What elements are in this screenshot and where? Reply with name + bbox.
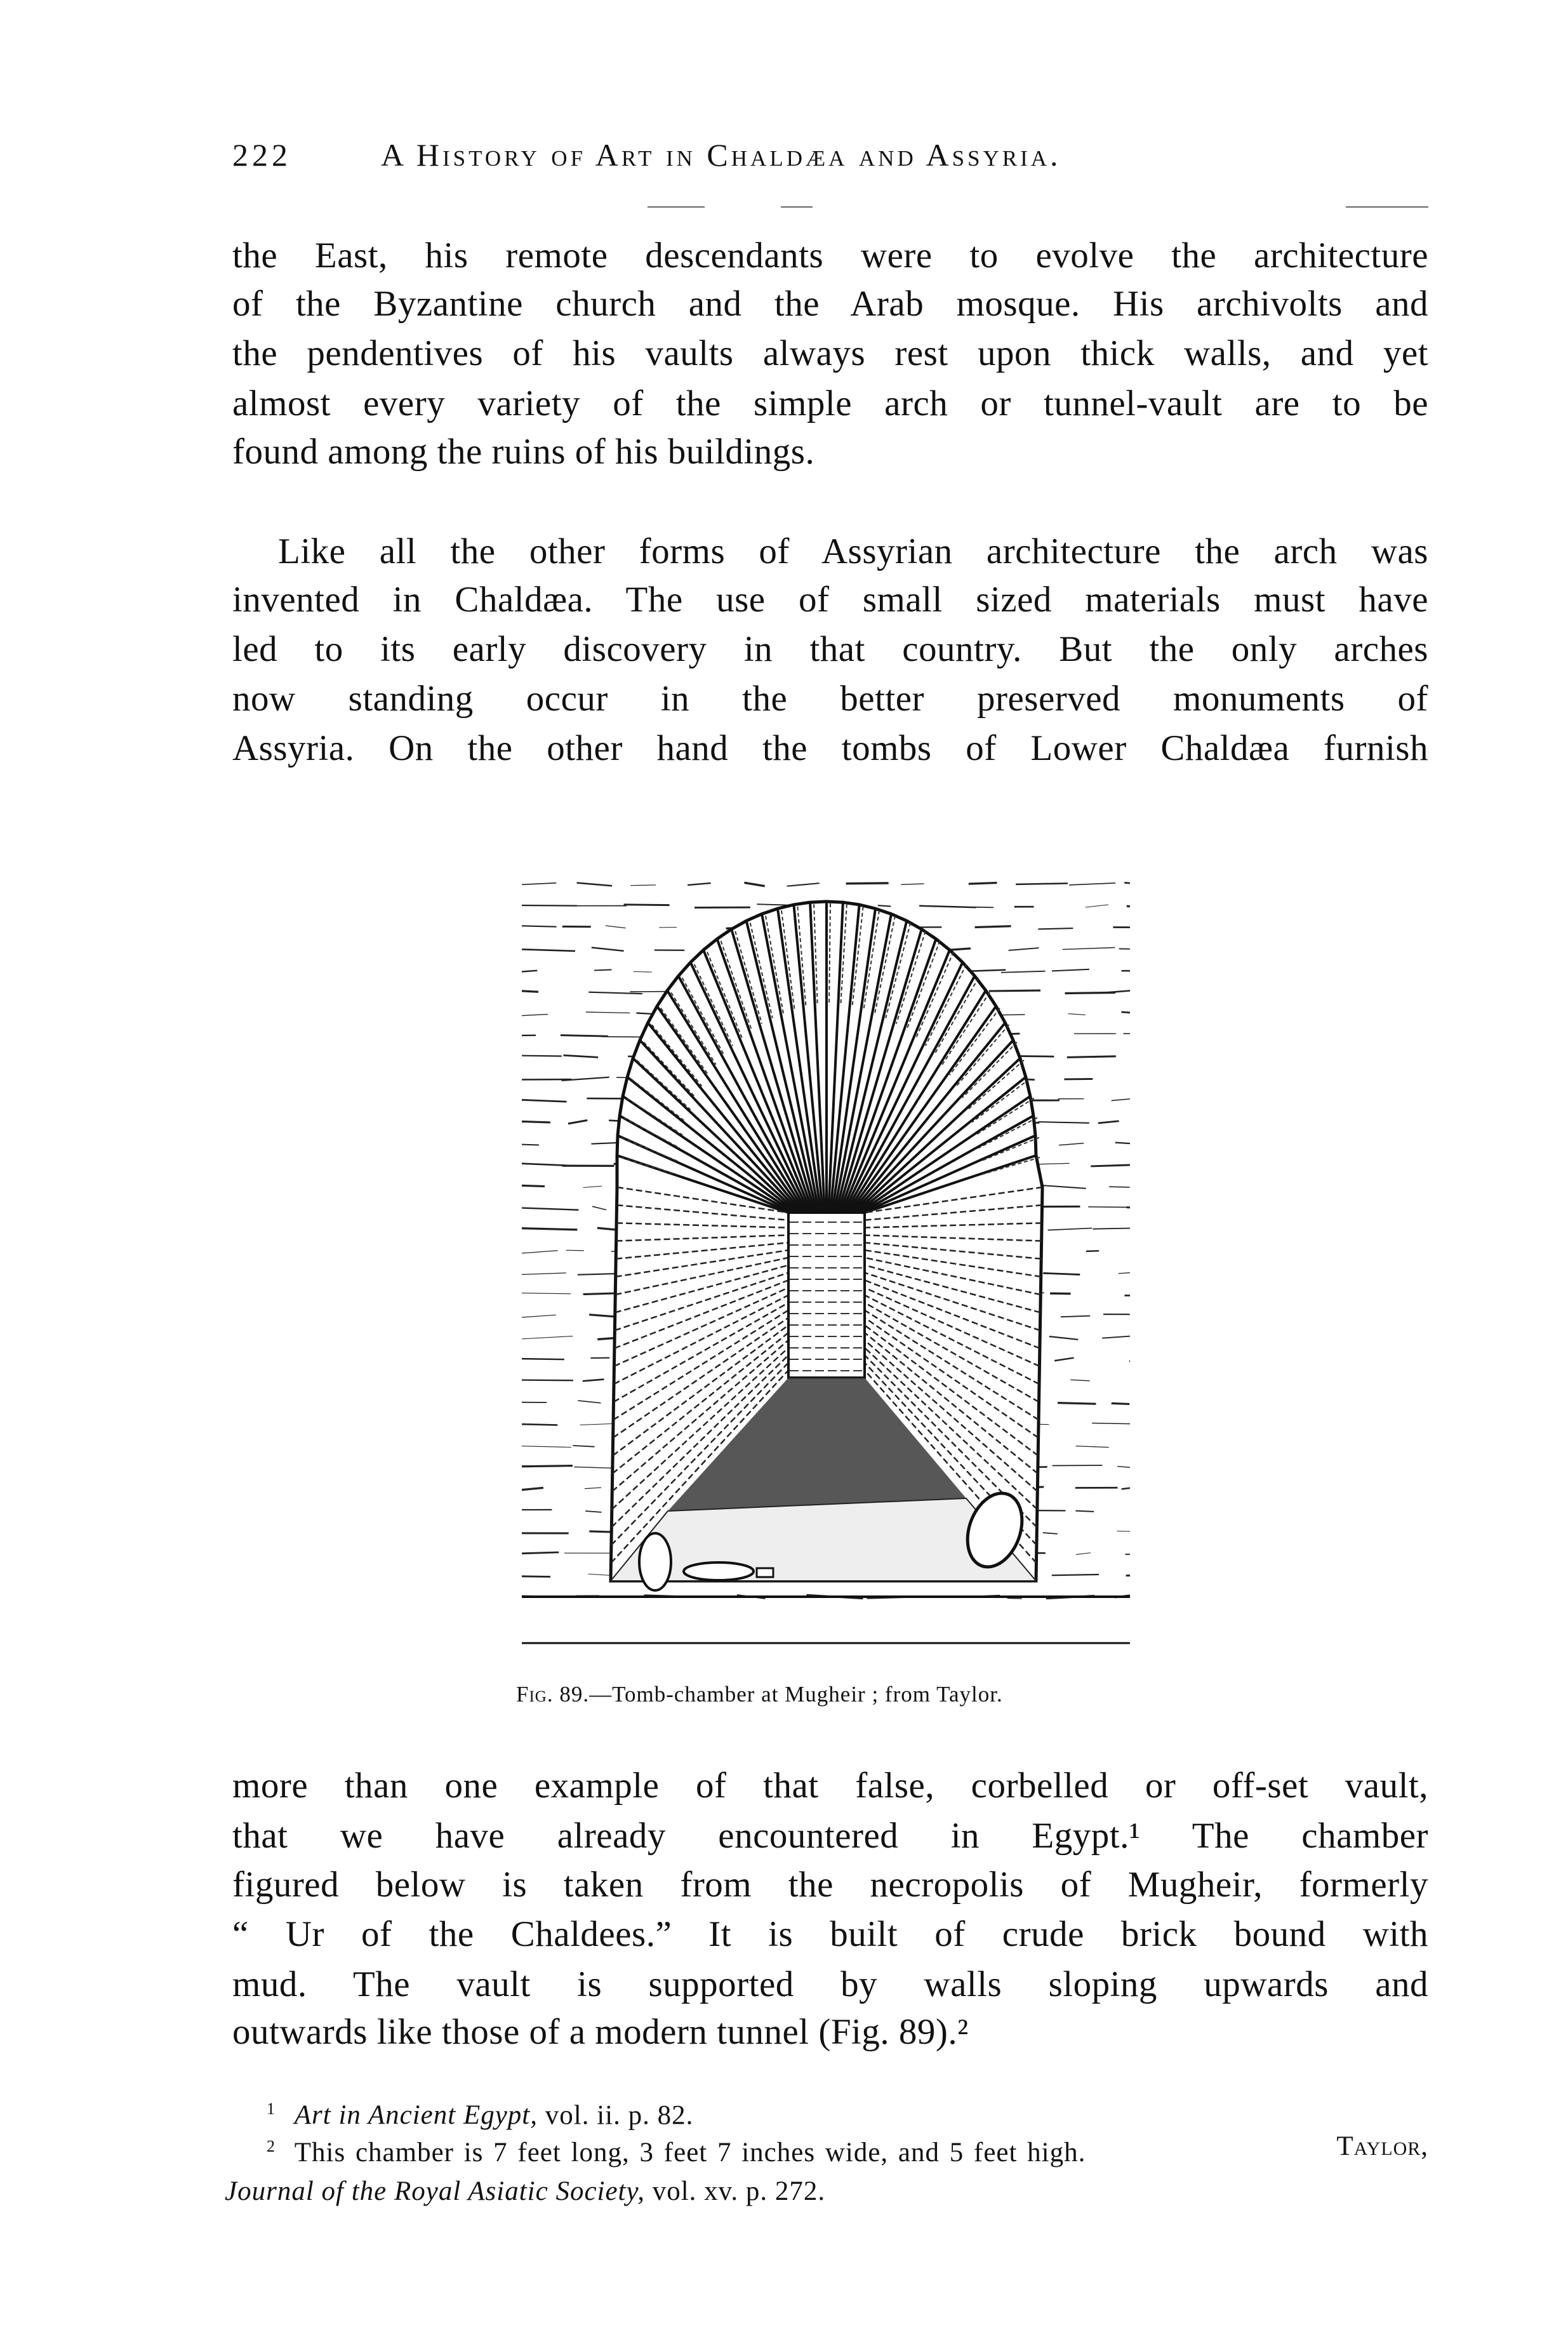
background-brick-course — [1052, 969, 1089, 971]
text-line: “ Ur of the Chaldees.” It is built of crude brick bound with — [232, 1914, 1428, 1954]
background-brick-course — [1124, 1295, 1130, 1296]
background-brick-course — [578, 1401, 601, 1403]
background-brick-course — [1109, 1187, 1130, 1188]
background-brick-course — [634, 971, 652, 972]
figure-label: Fig. — [516, 1682, 554, 1707]
text-line: the East, his remote descendants were to evolve the architecture — [232, 236, 1428, 276]
footnote-1-title: Art in Ancient Egypt, — [294, 2100, 538, 2131]
footnote-2-journal: Journal of the Royal Asiatic Society, — [225, 2176, 645, 2206]
background-brick-course — [1076, 1446, 1109, 1448]
text-line: of the Byzantine church and the Arab mosque. His archivolts and — [232, 284, 1428, 324]
text-line: the pendentives of his vaults always rest upon thick walls, and yet — [232, 333, 1428, 373]
background-brick-course — [522, 1251, 558, 1253]
footnote-2-ref: vol. xv. p. 272. — [644, 2176, 826, 2206]
text-line: found among the ruins of his buildings. — [232, 432, 815, 472]
background-brick-course — [1068, 1014, 1085, 1015]
background-brick-course — [846, 883, 889, 884]
background-brick-course — [1127, 1208, 1130, 1209]
background-brick-course — [975, 926, 1011, 928]
background-brick-course — [566, 1250, 583, 1251]
text-line: outwards like those of a modern tunnel (Fig. 89).² — [232, 2012, 969, 2052]
background-brick-course — [1092, 1423, 1130, 1424]
background-brick-course — [1039, 1122, 1089, 1123]
background-brick-course — [522, 1552, 559, 1554]
background-brick-course — [1061, 1316, 1090, 1317]
text-line: more than one example of that false, corbelled or off-set vault, — [232, 1766, 1428, 1806]
background-brick-course — [1098, 1121, 1119, 1123]
background-brick-course — [522, 1315, 556, 1317]
background-brick-course — [1058, 1403, 1096, 1404]
background-brick-course — [1091, 1164, 1130, 1166]
background-brick-course — [564, 1055, 599, 1057]
background-brick-course — [583, 1380, 604, 1382]
text-line: led to its early discovery in that country. But the only arches — [232, 629, 1428, 669]
background-brick-course — [1050, 1293, 1070, 1294]
background-brick-course — [975, 907, 993, 908]
background-brick-course — [1117, 1467, 1130, 1469]
footnote-1 — [267, 2093, 693, 2132]
text-line: that we have already encountered in Egypt.¹ The chamber — [232, 1816, 1428, 1856]
background-brick-course — [522, 1100, 566, 1102]
background-brick-course — [577, 882, 612, 886]
header-rule — [648, 206, 705, 208]
text-line: Assyria. On the other hand the tombs of Lower Chaldæa furnish — [232, 728, 1428, 768]
background-brick-course — [522, 1576, 550, 1577]
figure-tomb-chamber-illustration — [522, 857, 1130, 1648]
background-brick-course — [522, 1380, 573, 1381]
background-brick-course — [522, 1466, 573, 1467]
footnote-2 — [267, 2130, 1428, 2169]
background-brick-course — [522, 1488, 543, 1489]
header-rule — [781, 206, 813, 208]
text-line: invented in Chaldæa. The use of small sized materials must have — [232, 580, 1428, 620]
background-brick-course — [1122, 1488, 1130, 1489]
background-brick-course — [522, 949, 575, 951]
background-brick-course — [1043, 1533, 1058, 1534]
background-brick-course — [1069, 883, 1115, 885]
footnote-2-continued — [225, 2175, 825, 2208]
text-line: figured below is taken from the necropolis of Mugheir, formerly — [232, 1865, 1428, 1905]
background-brick-course — [522, 1121, 550, 1122]
background-brick-course — [522, 1336, 573, 1339]
background-brick-course — [573, 1446, 594, 1447]
background-brick-course — [606, 926, 626, 928]
background-brick-course — [586, 1012, 630, 1013]
background-brick-course — [1119, 1272, 1130, 1274]
background-brick-course — [989, 990, 1040, 991]
background-brick-course — [969, 882, 997, 884]
background-brick-course — [1127, 906, 1130, 907]
background-brick-course — [1009, 948, 1039, 950]
footnote-marker: 2 — [267, 2137, 276, 2155]
background-brick-course — [1063, 948, 1115, 950]
background-brick-course — [1067, 1056, 1116, 1058]
background-brick-course — [522, 883, 556, 885]
background-brick-course — [583, 1186, 602, 1187]
background-brick-course — [522, 1015, 548, 1016]
background-brick-course — [1088, 1207, 1130, 1208]
background-brick-course — [1059, 1143, 1084, 1145]
background-brick-course — [522, 1273, 566, 1275]
background-brick-course — [1049, 1336, 1079, 1340]
background-brick-course — [1075, 1511, 1094, 1512]
background-brick-course — [1044, 1185, 1086, 1189]
background-brick-course — [522, 1185, 545, 1186]
background-brick-course — [588, 992, 642, 994]
background-brick-course — [688, 883, 710, 885]
background-brick-course — [636, 1013, 651, 1014]
text-line: now standing occur in the better preserved monuments of — [232, 679, 1428, 719]
background-brick-course — [588, 1574, 613, 1575]
background-brick-course — [1112, 1403, 1129, 1404]
background-brick-course — [1054, 1358, 1073, 1361]
background-brick-course — [522, 1229, 577, 1230]
figure-caption — [516, 1681, 1003, 1708]
background-brick-course — [561, 1035, 608, 1037]
background-brick-course — [1126, 1575, 1130, 1576]
background-brick-course — [522, 971, 537, 972]
background-brick-course — [878, 905, 891, 906]
background-brick-course — [585, 1488, 601, 1489]
background-brick-course — [630, 885, 656, 886]
text-line: Like all the other forms of Assyrian architecture the arch was — [278, 531, 1428, 571]
background-brick-course — [592, 1206, 606, 1209]
background-brick-course — [1086, 905, 1108, 907]
background-brick-course — [1048, 1228, 1093, 1230]
background-brick-course — [1076, 1553, 1091, 1555]
footnote-2-author: Taylor, — [1336, 2131, 1428, 2161]
text-line: almost every variety of the simple arch or tunnel-vault are to be — [232, 383, 1428, 423]
background-brick-course — [522, 1446, 571, 1448]
background-brick-course — [1043, 1273, 1080, 1274]
background-brick-course — [568, 1120, 587, 1123]
background-brick-course — [522, 1424, 557, 1425]
background-brick-course — [1102, 1336, 1130, 1338]
background-brick-course — [787, 883, 820, 886]
page-number: 222 — [232, 137, 291, 173]
background-brick-course — [1112, 1098, 1130, 1101]
footnote-1-ref: vol. ii. p. 82. — [538, 2100, 694, 2131]
background-brick-course — [1117, 1531, 1130, 1532]
background-brick-course — [1093, 1228, 1130, 1229]
background-brick-course — [1070, 1380, 1089, 1381]
background-brick-course — [1115, 1143, 1130, 1145]
background-brick-course — [522, 905, 577, 906]
background-brick-course — [744, 882, 764, 886]
brick-fragment — [757, 1568, 773, 1577]
running-title: A History of Art in Chaldæa and Assyria. — [381, 137, 1061, 173]
footnote-marker: 1 — [267, 2100, 276, 2118]
background-brick-course — [1129, 1358, 1130, 1361]
back-wall — [788, 1213, 865, 1378]
pottery-jar — [639, 1533, 671, 1590]
pottery-fragment — [684, 1562, 754, 1580]
figure-caption-text: 89.—Tomb-chamber at Mugheir ; from Taylor. — [553, 1682, 1003, 1707]
background-brick-course — [919, 906, 976, 907]
footnote-2-text: This chamber is 7 feet long, 3 feet 7 inches wide, and 5 feet high. — [294, 2138, 1086, 2168]
background-brick-course — [592, 947, 624, 950]
background-brick-course — [522, 1293, 571, 1294]
text-line: mud. The vault is supported by walls sloping upwards and — [232, 1964, 1428, 2004]
background-brick-course — [585, 1511, 601, 1512]
background-brick-course — [594, 969, 611, 970]
header-rule — [1346, 206, 1428, 208]
background-brick-course — [1124, 882, 1130, 884]
background-brick-course — [522, 991, 538, 992]
background-brick-course — [1016, 883, 1068, 884]
background-brick-course — [1121, 1012, 1130, 1014]
background-brick-course — [1001, 971, 1046, 973]
background-brick-course — [1104, 990, 1130, 992]
background-brick-course — [1038, 928, 1073, 929]
background-brick-course — [522, 1208, 578, 1210]
